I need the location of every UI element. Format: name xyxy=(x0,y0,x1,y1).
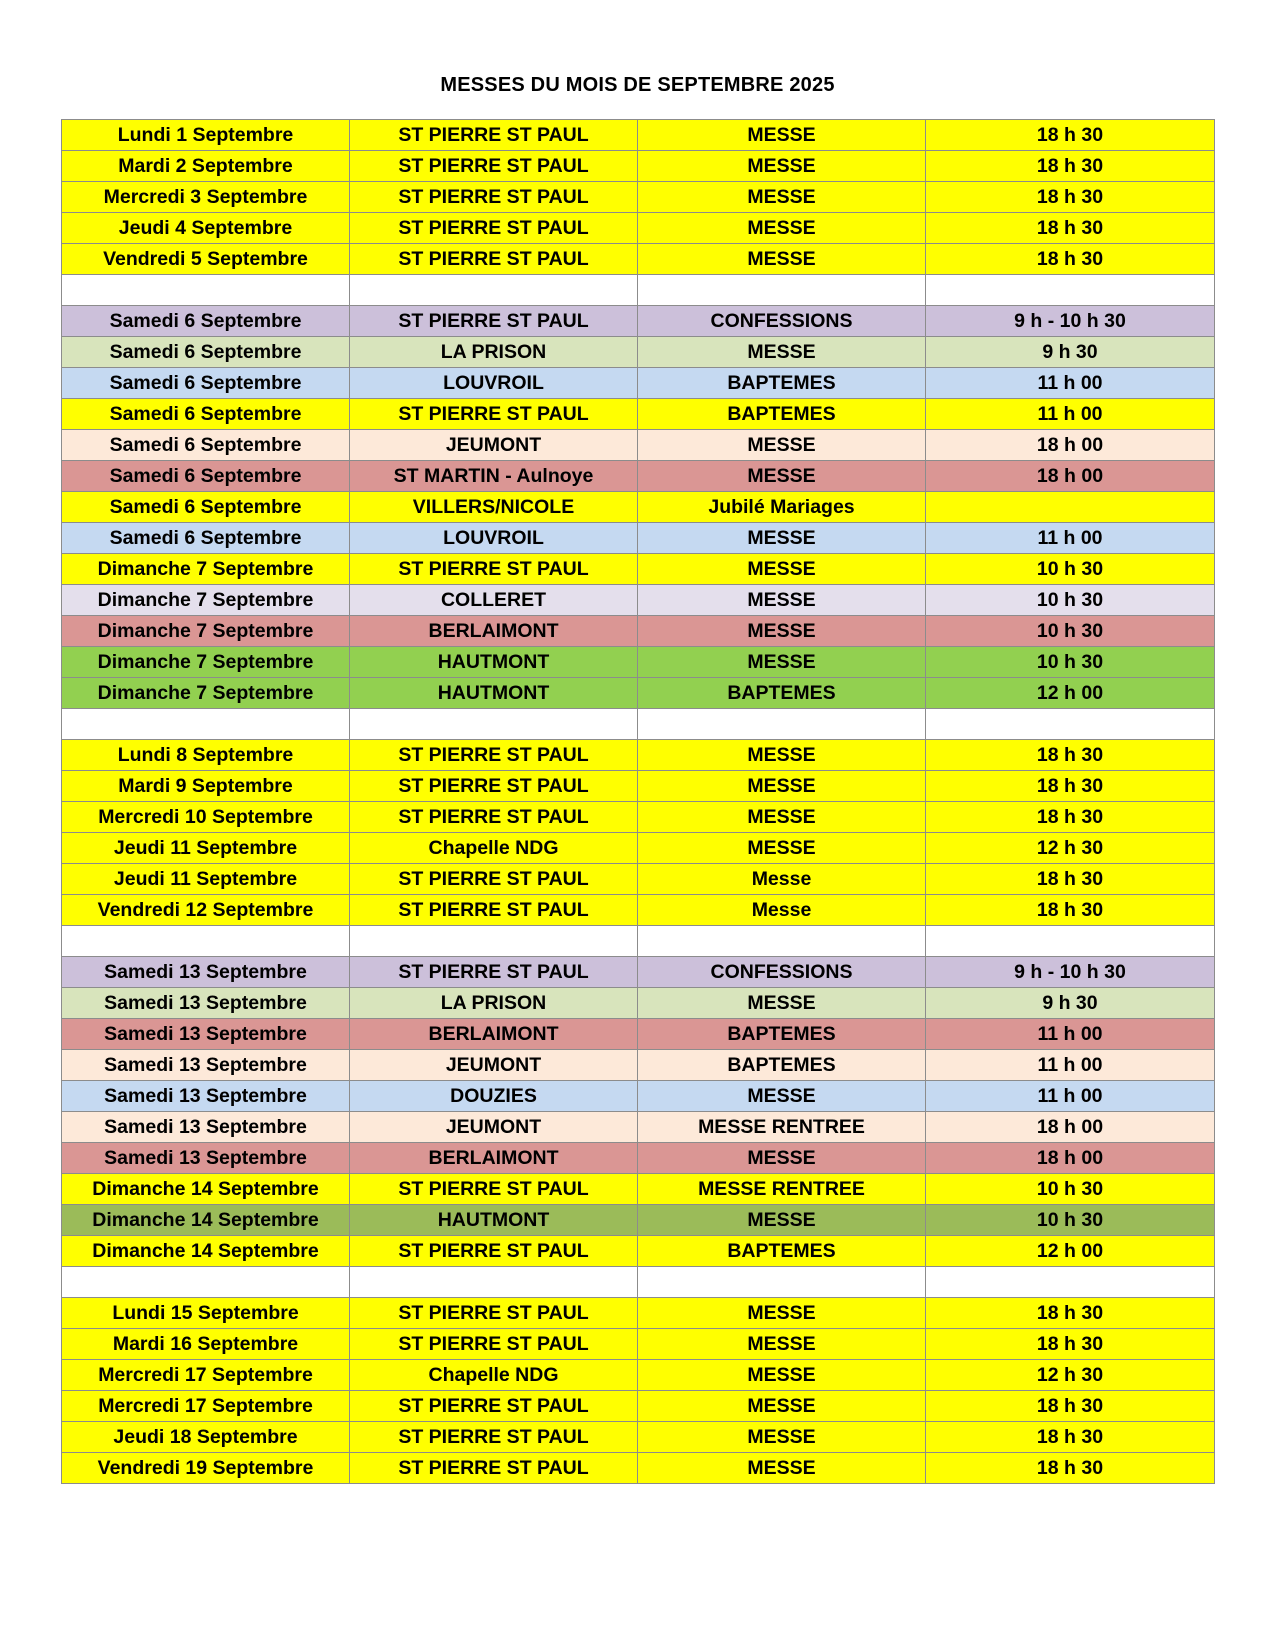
date-cell: Dimanche 7 Septembre xyxy=(62,554,350,585)
location-cell: ST PIERRE ST PAUL xyxy=(350,182,638,213)
service-type-cell: MESSE xyxy=(638,337,926,368)
service-type-cell: MESSE xyxy=(638,182,926,213)
time-cell: 9 h - 10 h 30 xyxy=(926,957,1215,988)
service-type-cell: MESSE xyxy=(638,461,926,492)
time-cell: 10 h 30 xyxy=(926,585,1215,616)
table-row xyxy=(62,554,1215,585)
table-row xyxy=(62,306,1215,337)
time-cell xyxy=(926,492,1215,523)
service-type-cell: BAPTEMES xyxy=(638,368,926,399)
date-cell: Mardi 16 Septembre xyxy=(62,1329,350,1360)
location-cell: COLLERET xyxy=(350,585,638,616)
date-cell: Dimanche 7 Septembre xyxy=(62,616,350,647)
table-row xyxy=(62,1391,1215,1422)
time-cell: 18 h 30 xyxy=(926,213,1215,244)
time-cell: 18 h 30 xyxy=(926,120,1215,151)
date-cell: Samedi 6 Septembre xyxy=(62,399,350,430)
table-row xyxy=(62,1453,1215,1484)
table-row xyxy=(62,864,1215,895)
time-cell: 12 h 30 xyxy=(926,1360,1215,1391)
date-cell: Samedi 13 Septembre xyxy=(62,1112,350,1143)
date-cell: Lundi 1 Septembre xyxy=(62,120,350,151)
spacer-row xyxy=(62,709,1215,740)
location-cell: ST PIERRE ST PAUL xyxy=(350,213,638,244)
time-cell xyxy=(926,709,1215,740)
service-type-cell: MESSE xyxy=(638,740,926,771)
time-cell: 10 h 30 xyxy=(926,647,1215,678)
service-type-cell: CONFESSIONS xyxy=(638,957,926,988)
location-cell: HAUTMONT xyxy=(350,647,638,678)
service-type-cell: MESSE xyxy=(638,120,926,151)
service-type-cell: Messe xyxy=(638,864,926,895)
time-cell: 18 h 30 xyxy=(926,1422,1215,1453)
table-row xyxy=(62,1205,1215,1236)
location-cell: ST PIERRE ST PAUL xyxy=(350,957,638,988)
date-cell xyxy=(62,926,350,957)
time-cell: 18 h 30 xyxy=(926,1298,1215,1329)
location-cell xyxy=(350,1267,638,1298)
date-cell: Samedi 6 Septembre xyxy=(62,337,350,368)
service-type-cell: MESSE xyxy=(638,585,926,616)
service-type-cell: MESSE xyxy=(638,151,926,182)
location-cell: ST PIERRE ST PAUL xyxy=(350,244,638,275)
spacer-row xyxy=(62,926,1215,957)
date-cell xyxy=(62,275,350,306)
date-cell: Samedi 13 Septembre xyxy=(62,988,350,1019)
date-cell: Vendredi 5 Septembre xyxy=(62,244,350,275)
table-row xyxy=(62,616,1215,647)
time-cell: 18 h 00 xyxy=(926,1143,1215,1174)
date-cell: Samedi 6 Septembre xyxy=(62,306,350,337)
location-cell: Chapelle NDG xyxy=(350,1360,638,1391)
location-cell: ST PIERRE ST PAUL xyxy=(350,1174,638,1205)
time-cell: 12 h 00 xyxy=(926,678,1215,709)
table-row xyxy=(62,492,1215,523)
time-cell: 18 h 30 xyxy=(926,740,1215,771)
table-row xyxy=(62,1236,1215,1267)
date-cell xyxy=(62,709,350,740)
date-cell: Dimanche 7 Septembre xyxy=(62,678,350,709)
table-row xyxy=(62,368,1215,399)
location-cell: ST PIERRE ST PAUL xyxy=(350,771,638,802)
time-cell: 18 h 30 xyxy=(926,1391,1215,1422)
table-row xyxy=(62,957,1215,988)
date-cell: Dimanche 7 Septembre xyxy=(62,585,350,616)
location-cell: ST PIERRE ST PAUL xyxy=(350,120,638,151)
location-cell: LOUVROIL xyxy=(350,368,638,399)
time-cell: 11 h 00 xyxy=(926,399,1215,430)
location-cell xyxy=(350,275,638,306)
date-cell: Vendredi 19 Septembre xyxy=(62,1453,350,1484)
table-row xyxy=(62,244,1215,275)
date-cell: Mercredi 17 Septembre xyxy=(62,1360,350,1391)
location-cell: ST PIERRE ST PAUL xyxy=(350,399,638,430)
table-row xyxy=(62,120,1215,151)
date-cell: Samedi 6 Septembre xyxy=(62,430,350,461)
service-type-cell: MESSE xyxy=(638,244,926,275)
service-type-cell xyxy=(638,709,926,740)
time-cell: 18 h 30 xyxy=(926,771,1215,802)
date-cell: Samedi 6 Septembre xyxy=(62,461,350,492)
location-cell: ST PIERRE ST PAUL xyxy=(350,895,638,926)
location-cell xyxy=(350,926,638,957)
time-cell: 11 h 00 xyxy=(926,1050,1215,1081)
date-cell xyxy=(62,1267,350,1298)
page-title: MESSES DU MOIS DE SEPTEMBRE 2025 xyxy=(440,74,835,96)
date-cell: Dimanche 7 Septembre xyxy=(62,647,350,678)
table-row xyxy=(62,182,1215,213)
location-cell: BERLAIMONT xyxy=(350,616,638,647)
table-row xyxy=(62,1050,1215,1081)
date-cell: Samedi 6 Septembre xyxy=(62,368,350,399)
time-cell: 11 h 00 xyxy=(926,1081,1215,1112)
spacer-row xyxy=(62,1267,1215,1298)
location-cell: ST PIERRE ST PAUL xyxy=(350,864,638,895)
time-cell: 18 h 30 xyxy=(926,182,1215,213)
table-row xyxy=(62,1298,1215,1329)
time-cell: 18 h 30 xyxy=(926,1453,1215,1484)
date-cell: Mercredi 17 Septembre xyxy=(62,1391,350,1422)
table-row xyxy=(62,585,1215,616)
table-row xyxy=(62,740,1215,771)
location-cell: JEUMONT xyxy=(350,1050,638,1081)
date-cell: Lundi 8 Septembre xyxy=(62,740,350,771)
date-cell: Dimanche 14 Septembre xyxy=(62,1236,350,1267)
date-cell: Jeudi 11 Septembre xyxy=(62,864,350,895)
table-row xyxy=(62,213,1215,244)
date-cell: Lundi 15 Septembre xyxy=(62,1298,350,1329)
location-cell: ST PIERRE ST PAUL xyxy=(350,1422,638,1453)
service-type-cell: MESSE xyxy=(638,1298,926,1329)
time-cell: 18 h 00 xyxy=(926,1112,1215,1143)
location-cell: ST PIERRE ST PAUL xyxy=(350,1453,638,1484)
service-type-cell: BAPTEMES xyxy=(638,1050,926,1081)
time-cell: 9 h - 10 h 30 xyxy=(926,306,1215,337)
date-cell: Vendredi 12 Septembre xyxy=(62,895,350,926)
location-cell: ST PIERRE ST PAUL xyxy=(350,740,638,771)
service-type-cell: MESSE xyxy=(638,1391,926,1422)
time-cell xyxy=(926,275,1215,306)
location-cell: JEUMONT xyxy=(350,430,638,461)
service-type-cell: MESSE xyxy=(638,1205,926,1236)
service-type-cell: MESSE xyxy=(638,554,926,585)
service-type-cell: MESSE xyxy=(638,1143,926,1174)
time-cell: 18 h 00 xyxy=(926,430,1215,461)
table-row xyxy=(62,430,1215,461)
location-cell: LA PRISON xyxy=(350,988,638,1019)
time-cell: 12 h 00 xyxy=(926,1236,1215,1267)
service-type-cell: Messe xyxy=(638,895,926,926)
service-type-cell: MESSE xyxy=(638,833,926,864)
service-type-cell: MESSE xyxy=(638,1422,926,1453)
time-cell: 10 h 30 xyxy=(926,1174,1215,1205)
service-type-cell: MESSE RENTREE xyxy=(638,1112,926,1143)
date-cell: Samedi 13 Septembre xyxy=(62,957,350,988)
location-cell: ST MARTIN - Aulnoye xyxy=(350,461,638,492)
date-cell: Mardi 2 Septembre xyxy=(62,151,350,182)
time-cell: 11 h 00 xyxy=(926,1019,1215,1050)
time-cell: 18 h 30 xyxy=(926,895,1215,926)
service-type-cell: BAPTEMES xyxy=(638,678,926,709)
date-cell: Mardi 9 Septembre xyxy=(62,771,350,802)
location-cell: DOUZIES xyxy=(350,1081,638,1112)
location-cell: VILLERS/NICOLE xyxy=(350,492,638,523)
location-cell: ST PIERRE ST PAUL xyxy=(350,802,638,833)
table-row xyxy=(62,337,1215,368)
service-type-cell: MESSE xyxy=(638,213,926,244)
time-cell: 18 h 30 xyxy=(926,802,1215,833)
time-cell: 18 h 30 xyxy=(926,1329,1215,1360)
table-row xyxy=(62,1143,1215,1174)
date-cell: Mercredi 10 Septembre xyxy=(62,802,350,833)
table-row xyxy=(62,678,1215,709)
location-cell: BERLAIMONT xyxy=(350,1143,638,1174)
service-type-cell xyxy=(638,1267,926,1298)
table-row xyxy=(62,895,1215,926)
time-cell: 11 h 00 xyxy=(926,523,1215,554)
service-type-cell: MESSE xyxy=(638,647,926,678)
location-cell: LOUVROIL xyxy=(350,523,638,554)
time-cell: 18 h 30 xyxy=(926,864,1215,895)
service-type-cell: MESSE xyxy=(638,802,926,833)
location-cell: ST PIERRE ST PAUL xyxy=(350,1298,638,1329)
table-row xyxy=(62,399,1215,430)
service-type-cell: MESSE RENTREE xyxy=(638,1174,926,1205)
time-cell: 10 h 30 xyxy=(926,554,1215,585)
table-row xyxy=(62,1112,1215,1143)
table-row xyxy=(62,1081,1215,1112)
time-cell xyxy=(926,926,1215,957)
time-cell: 18 h 00 xyxy=(926,461,1215,492)
location-cell: BERLAIMONT xyxy=(350,1019,638,1050)
date-cell: Dimanche 14 Septembre xyxy=(62,1205,350,1236)
table-row xyxy=(62,988,1215,1019)
location-cell: ST PIERRE ST PAUL xyxy=(350,306,638,337)
table-row xyxy=(62,1329,1215,1360)
date-cell: Samedi 13 Septembre xyxy=(62,1019,350,1050)
service-type-cell: BAPTEMES xyxy=(638,1019,926,1050)
date-cell: Mercredi 3 Septembre xyxy=(62,182,350,213)
location-cell: ST PIERRE ST PAUL xyxy=(350,151,638,182)
time-cell: 12 h 30 xyxy=(926,833,1215,864)
date-cell: Jeudi 4 Septembre xyxy=(62,213,350,244)
service-type-cell: CONFESSIONS xyxy=(638,306,926,337)
service-type-cell xyxy=(638,926,926,957)
table-row xyxy=(62,523,1215,554)
table-row xyxy=(62,1019,1215,1050)
time-cell: 10 h 30 xyxy=(926,1205,1215,1236)
table-row xyxy=(62,1360,1215,1391)
service-type-cell: MESSE xyxy=(638,430,926,461)
service-type-cell: MESSE xyxy=(638,988,926,1019)
time-cell: 10 h 30 xyxy=(926,616,1215,647)
service-type-cell: MESSE xyxy=(638,616,926,647)
table-row xyxy=(62,1422,1215,1453)
time-cell: 9 h 30 xyxy=(926,337,1215,368)
time-cell: 11 h 00 xyxy=(926,368,1215,399)
table-row xyxy=(62,802,1215,833)
table-row xyxy=(62,151,1215,182)
location-cell: JEUMONT xyxy=(350,1112,638,1143)
location-cell: ST PIERRE ST PAUL xyxy=(350,1391,638,1422)
date-cell: Dimanche 14 Septembre xyxy=(62,1174,350,1205)
service-type-cell: MESSE xyxy=(638,523,926,554)
time-cell: 18 h 30 xyxy=(926,151,1215,182)
date-cell: Samedi 13 Septembre xyxy=(62,1050,350,1081)
service-type-cell: BAPTEMES xyxy=(638,399,926,430)
schedule-body xyxy=(62,120,1215,1484)
date-cell: Samedi 13 Septembre xyxy=(62,1143,350,1174)
location-cell: ST PIERRE ST PAUL xyxy=(350,1236,638,1267)
table-row xyxy=(62,647,1215,678)
table-row xyxy=(62,771,1215,802)
location-cell: ST PIERRE ST PAUL xyxy=(350,1329,638,1360)
table-row xyxy=(62,461,1215,492)
service-type-cell: Jubilé Mariages xyxy=(638,492,926,523)
service-type-cell: MESSE xyxy=(638,1453,926,1484)
location-cell: ST PIERRE ST PAUL xyxy=(350,554,638,585)
location-cell: LA PRISON xyxy=(350,337,638,368)
time-cell: 18 h 30 xyxy=(926,244,1215,275)
date-cell: Jeudi 11 Septembre xyxy=(62,833,350,864)
time-cell xyxy=(926,1267,1215,1298)
table-row xyxy=(62,1174,1215,1205)
service-type-cell xyxy=(638,275,926,306)
service-type-cell: MESSE xyxy=(638,1360,926,1391)
date-cell: Samedi 6 Septembre xyxy=(62,492,350,523)
location-cell: HAUTMONT xyxy=(350,678,638,709)
time-cell: 9 h 30 xyxy=(926,988,1215,1019)
mass-schedule-table xyxy=(61,119,1215,1484)
location-cell: Chapelle NDG xyxy=(350,833,638,864)
spacer-row xyxy=(62,275,1215,306)
service-type-cell: BAPTEMES xyxy=(638,1236,926,1267)
location-cell xyxy=(350,709,638,740)
service-type-cell: MESSE xyxy=(638,1081,926,1112)
date-cell: Samedi 13 Septembre xyxy=(62,1081,350,1112)
date-cell: Jeudi 18 Septembre xyxy=(62,1422,350,1453)
date-cell: Samedi 6 Septembre xyxy=(62,523,350,554)
service-type-cell: MESSE xyxy=(638,771,926,802)
table-row xyxy=(62,833,1215,864)
location-cell: HAUTMONT xyxy=(350,1205,638,1236)
service-type-cell: MESSE xyxy=(638,1329,926,1360)
